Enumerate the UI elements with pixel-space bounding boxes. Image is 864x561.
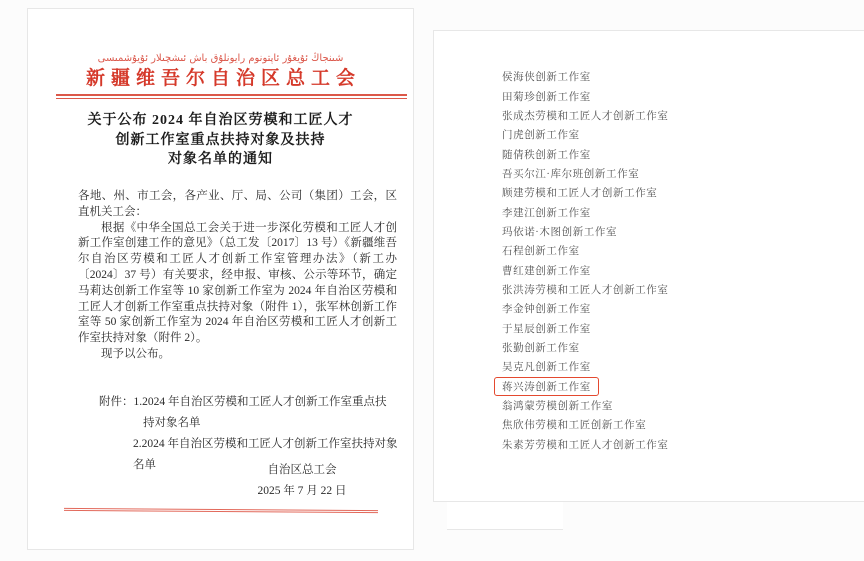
notice-page [27,8,414,550]
workshop-list-item [501,86,860,105]
workshop-list-item [501,357,860,376]
workshop-name: 李建江创新工作室 [502,207,591,219]
workshop-list-page [433,30,864,502]
workshop-name: 田菊珍创新工作室 [502,91,591,103]
workshop-name: 吴克凡创新工作室 [502,362,591,374]
workshop-list-item [501,183,860,202]
letterhead-double-rule [56,94,407,99]
notice-title-line-3: 对象名单的通知 [168,152,273,167]
workshop-list-item [501,222,860,241]
workshop-name: 玛依诺·木图创新工作室 [502,226,618,238]
letterhead-uyghur-text: شىنجاڭ ئۇيغۇر ئاپتونوم رايونلۇق باش ئىشچىلار ئۇيۇشمىسى [97,53,344,64]
workshop-name: 翁鸿蒙劳模创新工作室 [502,401,613,413]
workshop-name-highlighted: 蒋兴涛创新工作室 [494,377,599,396]
workshop-name: 李金钟创新工作室 [502,304,591,316]
workshop-list-item [501,164,860,183]
workshop-name: 曹红建创新工作室 [502,265,591,277]
workshop-list [501,67,860,454]
workshop-name: 顾建劳模和工匠人才创新工作室 [502,188,658,200]
workshop-list-item [501,144,860,163]
workshop-list-item [501,318,860,337]
workshop-name: 石程创新工作室 [502,246,580,258]
workshop-list-item [501,106,860,125]
attachment-line-1: 附件：1.2024 年自治区劳模和工匠人才创新工作室重点扶 [99,396,387,408]
notice-title [28,111,413,170]
attachment-line-3: 2.2024 年自治区劳模和工匠人才创新工作室扶持对象名单 [133,438,398,471]
salutation-paragraph: 各地、州、市工会，各产业、厅、局、公司（集团）工会，区直机关工会： [78,190,397,218]
workshop-name: 门虎创新工作室 [502,130,580,142]
footer-double-rule [64,508,378,513]
workshop-list-item [501,67,860,86]
notice-title-line-2: 创新工作室重点扶持对象及扶持 [115,132,326,148]
body-paragraph: 根据《中华全国总工会关于进一步深化劳模和工匠人才创新工作室创建工作的意见》（总工发〔2017〕13 号）《新疆维吾尔自治区劳模和工匠人才创新工作室管理办法》（新工办〔2024〕37 号）有关要求，经申报、审核、公示等环节，确定马莉达创新工作室等 10 家创新工作室为 2024 年自治区劳模和工匠人才创新工作室重点扶持对象（附件 1），张军林创新工作室等 50 家创新工作室为 2024 年自治区劳模和工匠人才创新工作室扶持对象（附件 2）。 [78,221,397,345]
notice-title-line-1: 关于公布 2024 年自治区劳模和工匠人才 [87,113,354,128]
notice-body [78,189,397,363]
workshop-name: 随倩秩创新工作室 [502,149,591,161]
workshop-list-item [501,338,860,357]
workshop-list-item [501,299,860,318]
workshop-name: 张勤创新工作室 [502,342,580,354]
workshop-list-item [501,202,860,221]
workshop-name: 于星辰创新工作室 [502,323,591,335]
workshop-list-item [501,241,860,260]
workshop-list-item [501,125,860,144]
workshop-list-item [501,260,860,279]
workshop-list-item [501,377,860,396]
workshop-name: 焦欣伟劳模和工匠创新工作室 [502,420,647,432]
signature-block [236,460,368,502]
page-bottom-edge [447,502,563,530]
signature-date: 2025 年 7 月 22 日 [257,485,347,497]
workshop-list-item [501,396,860,415]
publish-paragraph: 现予以公布。 [101,347,170,360]
workshop-list-item [501,435,860,454]
workshop-name: 侯海侠创新工作室 [502,72,591,84]
signer-org: 自治区总工会 [267,464,337,476]
workshop-name: 张成杰劳模和工匠人才创新工作室 [502,110,669,122]
attachment-line-2: 持对象名单 [143,417,201,429]
workshop-name: 朱素芳劳模和工匠人才创新工作室 [502,439,669,451]
workshop-list-item [501,415,860,434]
workshop-name: 张洪涛劳模和工匠人才创新工作室 [502,284,669,296]
workshop-name: 吾买尔江·库尔班创新工作室 [502,168,640,180]
workshop-list-item [501,280,860,299]
letterhead-org-name: 新疆维吾尔自治区总工会 [85,68,361,89]
